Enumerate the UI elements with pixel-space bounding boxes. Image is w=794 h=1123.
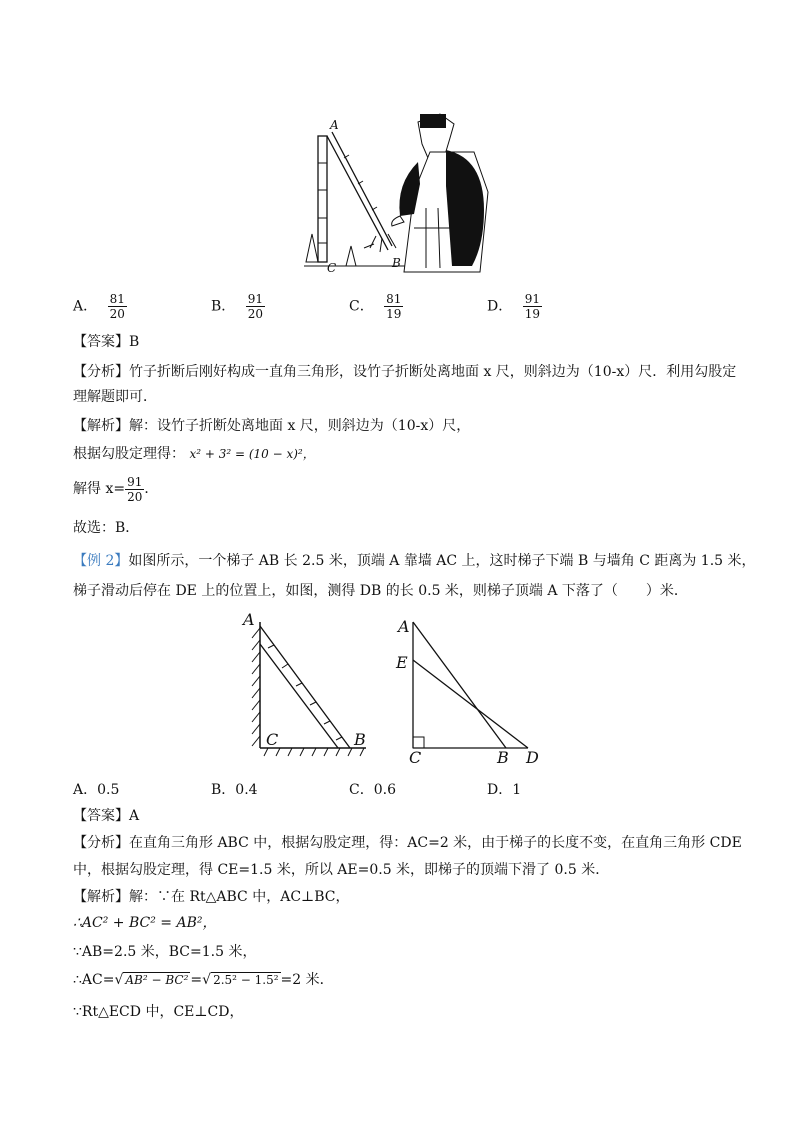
p2-option-letter: D． [487,782,513,798]
solution-text: 解得 x= [73,481,126,497]
solution-fraction: $\frac{91}{20}$ [127,474,143,504]
p2-option-b[interactable] [211,779,258,799]
solution-text: 解：∵在 Rt△ABC 中，AC⊥BC， [129,889,350,905]
p2-option-a[interactable] [73,779,119,799]
p2-analysis-line-1 [73,833,742,853]
bamboo-figure [296,108,496,276]
fig1-label-c: C [266,730,279,749]
p2-option-d[interactable] [487,779,521,799]
bamboo-label-c: C [327,261,337,275]
bamboo-label-b: B [392,256,401,270]
solution-text: = [190,972,203,988]
solution-text: ． [144,481,159,497]
p1-option-c[interactable] [349,292,403,321]
p2-solution-line-5: ∵Rt△ECD 中，CE⊥CD， [73,1004,244,1020]
answer-tag: 【答案】 [73,334,129,350]
p2-solution-line-3: ∵AB=2.5 米，BC=1.5 米， [73,944,257,960]
p1-analysis-line-1 [73,362,736,382]
p2-option-value: 1 [512,782,522,798]
p1-option-letter: B． [211,298,236,315]
p2-analysis-line-2: 中，根据勾股定理，得 CE=1.5 米，所以 AE=0.5 米，即梯子的顶端下滑了 0.5 米． [73,862,610,878]
solution-text: 解：设竹子折断处离地面 x 尺，则斜边为（10-x）尺， [129,418,471,434]
p2-option-letter: C． [349,782,374,798]
p1-solution-line-1 [73,416,470,436]
answer-tag: 【答案】 [73,808,129,824]
p2-option-letter: B． [211,782,236,798]
p1-option-letter: C． [349,298,374,315]
fig1-label-b: B [354,730,366,749]
p1-option-a[interactable] [73,292,127,321]
p2-option-value: 0.5 [97,782,120,798]
p1-option-b[interactable] [211,292,265,321]
p1-option-fraction: $\frac{91}{19}$ [524,292,540,321]
p1-option-d[interactable] [487,292,542,321]
p1-answer [73,332,139,352]
analysis-tag: 【分析】 [73,364,129,380]
bamboo-label-a: A [330,118,339,132]
p2-stem-line-1 [73,551,756,571]
fig2-label-d: D [526,748,539,767]
p1-solution-line-4: 故选：B． [73,520,140,536]
p2-solution-line-4: ∴AC=√ AB² − BC² =√ 2.5² − 1.5² =2 米． [73,972,334,988]
solution-text: 根据勾股定理得： [73,446,185,462]
solution-tag: 【解析】 [73,889,129,905]
p2-option-letter: A． [73,782,98,798]
solution-tag: 【解析】 [73,418,129,434]
answer-value: B [129,334,140,350]
stem-text: 如图所示，一个梯子 AB 长 2.5 米，顶端 A 靠墙 AC 上，这时梯子下端 B 与墙角 C 距离为 1.5 米， [128,553,756,569]
analysis-text: 竹子折断后刚好构成一直角三角形，设竹子折断处离地面 x 尺，则斜边为（10-x）尺．利用勾股定 [129,364,737,380]
pythagoras-equation: x² + 3² = (10 − x)²， [189,447,315,461]
p2-answer [73,806,139,826]
solution-text: =2 米． [280,972,334,988]
fig2-label-b: B [497,748,509,767]
example-tag: 【例 2】 [73,553,129,569]
fig2-label-c: C [409,748,422,767]
p2-solution-line-2: ∴AC² + BC² = AB²， [73,915,217,931]
fig1-label-a: A [243,610,255,629]
p1-option-letter: A． [73,298,98,315]
sqrt-expression: AB² − BC² [125,973,189,987]
ladder-figure-2 [400,612,550,762]
solution-text: ∴AC= [73,972,115,988]
p2-stem-line-2: 梯子滑动后停在 DE 上的位置上，如图，测得 DB 的长 0.5 米，则梯子顶端 A 下落了（ ）米． [73,583,688,599]
p2-option-c[interactable] [349,779,396,799]
p1-solution-line-3 [73,474,158,504]
p2-solution-line-1 [73,887,349,907]
p2-option-value: 0.4 [235,782,258,798]
answer-value: A [129,808,140,824]
fig2-label-a: A [398,617,410,636]
fig2-label-e: E [396,653,408,672]
p2-option-value: 0.6 [373,782,396,798]
p1-option-letter: D． [487,298,513,315]
sqrt-expression: 2.5² − 1.5² [213,973,279,987]
analysis-text: 在直角三角形 ABC 中，根据勾股定理，得：AC=2 米，由于梯子的长度不变，在直角三角形 CDE [129,835,742,851]
p1-option-fraction: $\frac{81}{20}$ [109,292,125,321]
analysis-tag: 【分析】 [73,835,129,851]
p1-option-fraction: $\frac{81}{19}$ [386,292,402,321]
p1-option-fraction: $\frac{91}{20}$ [247,292,264,321]
p1-solution-line-2 [73,444,315,464]
p1-analysis-line-2: 理解题即可． [73,389,157,405]
